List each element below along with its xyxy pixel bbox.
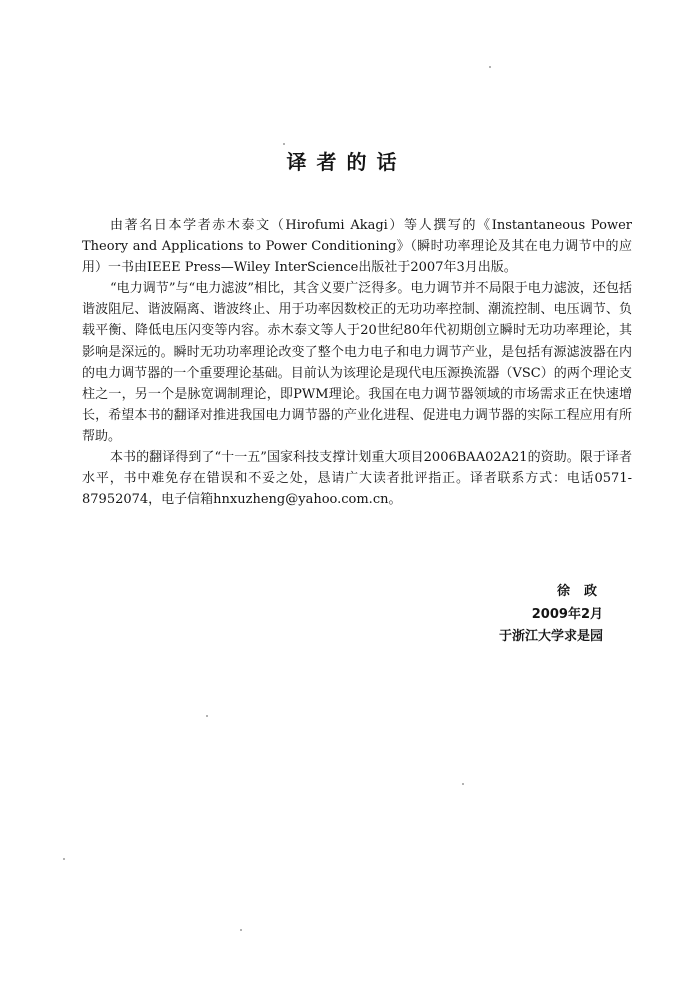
signature-date: 2009年2月 xyxy=(531,606,603,622)
paragraph-acknowledgement: 本书的翻译得到了“十一五”国家科技支撑计划重大项目2006BAA02A21的资助。限于译者水平，书中难免存在错误和不妥之处，恳请广大读者批评指正。译者联系方式：电话0571-87952074，电子信箱hnxuzheng@yahoo.com.cn。 xyxy=(82,450,632,508)
document-body xyxy=(82,215,632,510)
scan-speck xyxy=(462,783,464,785)
signature-name: 徐政 xyxy=(556,584,611,599)
paragraph-background: “电力调节”与“电力滤波”相比，其含义要广泛得多。电力调节并不局限于电力滤波，还包括谐波阻尼、谐波隔离、谐波终止、用于功率因数校正的无功功率控制、潮流控制、电压调节、负载平衡、降低电压闪变等内容。赤木泰文等人于20世纪80年代初期创立瞬时无功功率理论，其影响是深远的。瞬时无功功率理论改变了整个电力电子和电力调节产业，是包括有源滤波器在内的电力调节器的一个重要理论基础。目前认为该理论是现代电压源换流器（VSC）的两个理论支柱之一，另一个是脉宽调制理论，即PWM理论。我国在电力调节器领域的市场需求正在快速增长，希望本书的翻译对推进我国电力调节器的产业化进程、促进电力调节器的实际工程应用有所帮助。 xyxy=(82,281,632,444)
scan-speck xyxy=(63,858,65,860)
signature-block xyxy=(498,581,611,649)
scan-speck xyxy=(489,66,491,68)
scan-speck xyxy=(283,143,285,145)
paragraph-intro: 由著名日本学者赤木泰文（Hirofumi Akagi）等人撰写的《Instantaneous Power Theory and Applications to Power Conditioning》（瞬时功率理论及其在电力调节中的应用）一书由IEEE Press—Wiley InterScience出版社于2007年3月出版。 xyxy=(82,218,632,276)
page-title: 译者的话 xyxy=(286,150,407,174)
scan-speck xyxy=(206,715,208,717)
signature-place: 于浙江大学求是园 xyxy=(498,629,603,644)
scan-speck xyxy=(240,929,242,931)
